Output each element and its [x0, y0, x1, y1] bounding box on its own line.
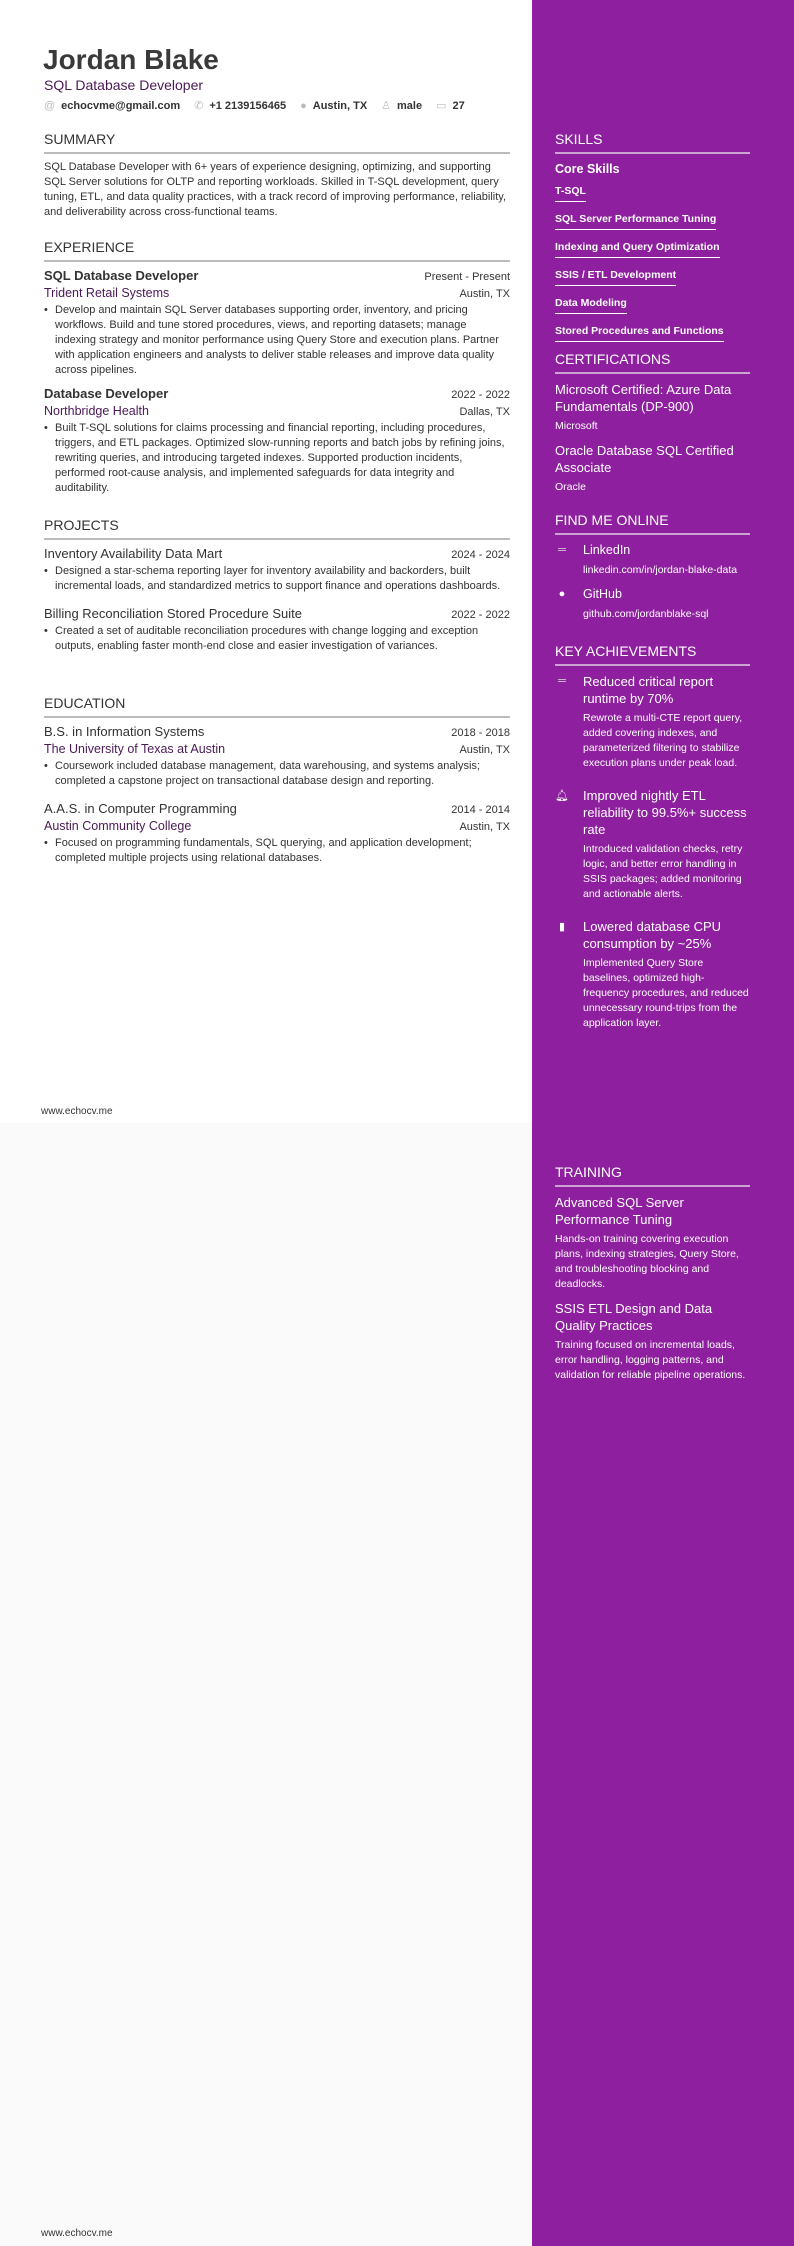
achievement-item	[555, 673, 750, 779]
project-item	[44, 606, 510, 654]
skill-item: Stored Procedures and Functions	[555, 325, 724, 342]
summary-text: SQL Database Developer with 6+ years of experience designing, optimizing, and supporting SQL Server solutions for OLTP and reporting workloads. Skilled in T-SQL development, query tuning, ETL, and data quality practices, with a track record of improving performance, reliability, and deliverability across cross-functional teams.	[44, 161, 507, 218]
achievement-desc: Rewrote a multi-CTE report query, added covering indexes, and parameterized filtering to stabilize execution plans under peak load.	[583, 712, 743, 769]
education-item	[44, 801, 510, 866]
candidate-title: SQL Database Developer	[44, 77, 204, 93]
online-item-linkedin[interactable]	[555, 542, 750, 578]
skill-group: Core Skills	[555, 162, 620, 176]
contact-age	[436, 99, 465, 112]
education-item	[44, 724, 510, 789]
project-item	[44, 546, 510, 594]
training-desc: Hands-on training covering execution plans, indexing strategies, Query Store, and troubleshooting blocking and deadlocks.	[555, 1233, 739, 1290]
section-heading: FIND ME ONLINE	[555, 512, 750, 535]
section-heading: PROJECTS	[44, 517, 510, 540]
company: Northbridge Health	[44, 404, 149, 418]
link-url[interactable]: github.com/jordanblake-sql	[583, 608, 709, 620]
training-section	[555, 1164, 750, 1391]
experience-section	[44, 239, 510, 504]
page-2-background	[0, 1123, 532, 2246]
section-heading: KEY ACHIEVEMENTS	[555, 643, 750, 666]
phone-icon: ✆	[194, 100, 204, 112]
school: Austin Community College	[44, 819, 192, 833]
certifications-section	[555, 351, 750, 503]
bell-icon: 🔔︎	[555, 790, 569, 802]
summary-section	[44, 131, 510, 220]
skill-item: Indexing and Query Optimization	[555, 241, 720, 258]
github-icon: ●	[558, 588, 566, 600]
achievement-title: Improved nightly ETL reliability to 99.5%+ success rate	[583, 788, 747, 837]
email-text: echocvme@gmail.com	[61, 99, 181, 112]
skill-item: SQL Server Performance Tuning	[555, 213, 716, 230]
training-title: SSIS ETL Design and Data Quality Practices	[555, 1301, 713, 1333]
location-text: Austin, TX	[312, 99, 368, 112]
edu-location: Austin, TX	[459, 744, 510, 756]
section-heading: SUMMARY	[44, 131, 510, 154]
achievement-title: Lowered database CPU consumption by ~25%	[583, 919, 722, 951]
school: The University of Texas at Austin	[44, 742, 226, 756]
candidate-name: Jordan Blake	[43, 44, 219, 75]
company: Trident Retail Systems	[44, 286, 170, 300]
contact-gender	[381, 99, 422, 112]
project-title: Billing Reconciliation Stored Procedure Suite	[44, 606, 302, 621]
job-location: Austin, TX	[459, 288, 510, 300]
online-item-github[interactable]	[555, 586, 750, 622]
job-dates: Present - Present	[424, 271, 510, 283]
link-name: LinkedIn	[583, 543, 631, 557]
link-url[interactable]: linkedin.com/in/jordan-blake-data	[583, 564, 738, 576]
edu-dates: 2018 - 2018	[451, 727, 510, 739]
lines-icon: ═	[558, 675, 566, 687]
linkedin-icon: ═	[558, 544, 566, 556]
job-title: SQL Database Developer	[44, 268, 199, 283]
edu-bullet: • Focused on programming fundamentals, SQL querying, and application development; completed multiple projects using relational databases.	[44, 836, 510, 866]
section-heading: EXPERIENCE	[44, 239, 510, 262]
experience-item	[44, 386, 510, 496]
job-bullet: • Develop and maintain SQL Server databases supporting order, inventory, and pricing workflows. Build and tune stored procedures, views, and reporting datasets; manage indexing strategy and monitor performance using Query Store and execution plans. Partner with application engineers and analysts to deliver stable releases and improve data quality across pipelines.	[44, 303, 510, 378]
contact-row	[44, 99, 465, 112]
online-section	[555, 512, 750, 630]
cert-name: Microsoft Certified: Azure Data Fundamentals (DP-900)	[555, 382, 732, 414]
clipboard-icon: ▮	[558, 921, 566, 933]
calendar-icon: ▭	[436, 100, 447, 112]
gender-text: male	[397, 100, 423, 112]
section-heading: CERTIFICATIONS	[555, 351, 750, 374]
footer-link[interactable]: www.echocv.me	[41, 2228, 113, 2239]
cert-issuer: Oracle	[555, 481, 586, 493]
edu-dates: 2014 - 2014	[451, 804, 510, 816]
job-title: Database Developer	[44, 386, 169, 401]
skills-section	[555, 131, 750, 349]
achievements-section	[555, 643, 750, 1047]
contact-email[interactable]	[44, 100, 180, 112]
age-text: 27	[452, 100, 465, 112]
skill-item: T-SQL	[555, 185, 586, 202]
location-icon: ●	[300, 99, 307, 112]
education-section	[44, 695, 510, 874]
link-name: GitHub	[583, 587, 622, 601]
training-desc: Training focused on incremental loads, error handling, logging patterns, and validation for reliable pipeline operations.	[555, 1339, 746, 1381]
section-heading: SKILLS	[555, 131, 750, 154]
achievement-desc: Implemented Query Store baselines, optimized high-frequency procedures, and reduced unnecessary round-trips from the application layer.	[583, 957, 749, 1029]
cert-issuer: Microsoft	[555, 420, 598, 432]
training-title: Advanced SQL Server Performance Tuning	[555, 1195, 684, 1227]
contact-location	[300, 100, 367, 112]
achievement-item	[555, 918, 750, 1039]
edu-bullet: • Coursework included database management, data warehousing, and systems analysis; completed a capstone project on transactional database design and reporting.	[44, 759, 510, 789]
achievement-item	[555, 787, 750, 910]
projects-section	[44, 517, 510, 662]
project-bullet: • Designed a star-schema reporting layer for inventory availability and backorders, built incremental loads, and standardized metrics to support finance and operations dashboards.	[44, 564, 510, 594]
project-title: Inventory Availability Data Mart	[44, 546, 223, 561]
project-dates: 2024 - 2024	[451, 549, 510, 561]
experience-item	[44, 268, 510, 378]
contact-phone[interactable]	[194, 99, 286, 112]
job-location: Dallas, TX	[459, 406, 510, 418]
achievement-desc: Introduced validation checks, retry logic, and better error handling in SSIS packages; added monitoring and actionable alerts.	[583, 843, 743, 900]
degree: A.A.S. in Computer Programming	[44, 801, 237, 816]
at-icon: @	[44, 99, 56, 112]
job-bullet: • Built T-SQL solutions for claims processing and financial reporting, including procedures, triggers, and ETL packages. Optimized slow-running reports and batch jobs by refining joins, rewriting queries, and introducing targeted indexes. Supported production incidents, performed root-cause analysis, and implemented safeguards for data integrity and auditability.	[44, 421, 510, 496]
person-icon: ♙	[381, 100, 392, 112]
edu-location: Austin, TX	[459, 821, 510, 833]
project-dates: 2022 - 2022	[451, 609, 510, 621]
cert-name: Oracle Database SQL Certified Associate	[555, 443, 734, 475]
project-bullet: • Created a set of auditable reconciliation procedures with change logging and exception outputs, enabling faster month-end close and easier investigation of variances.	[44, 624, 510, 654]
section-heading: EDUCATION	[44, 695, 510, 718]
section-heading: TRAINING	[555, 1164, 750, 1187]
job-dates: 2022 - 2022	[451, 389, 510, 401]
skill-item: Data Modeling	[555, 297, 627, 314]
footer-link[interactable]: www.echocv.me	[41, 1106, 113, 1117]
degree: B.S. in Information Systems	[44, 724, 205, 739]
phone-text: +1 2139156465	[209, 100, 287, 112]
achievement-title: Reduced critical report runtime by 70%	[583, 674, 714, 706]
skill-item: SSIS / ETL Development	[555, 269, 676, 286]
